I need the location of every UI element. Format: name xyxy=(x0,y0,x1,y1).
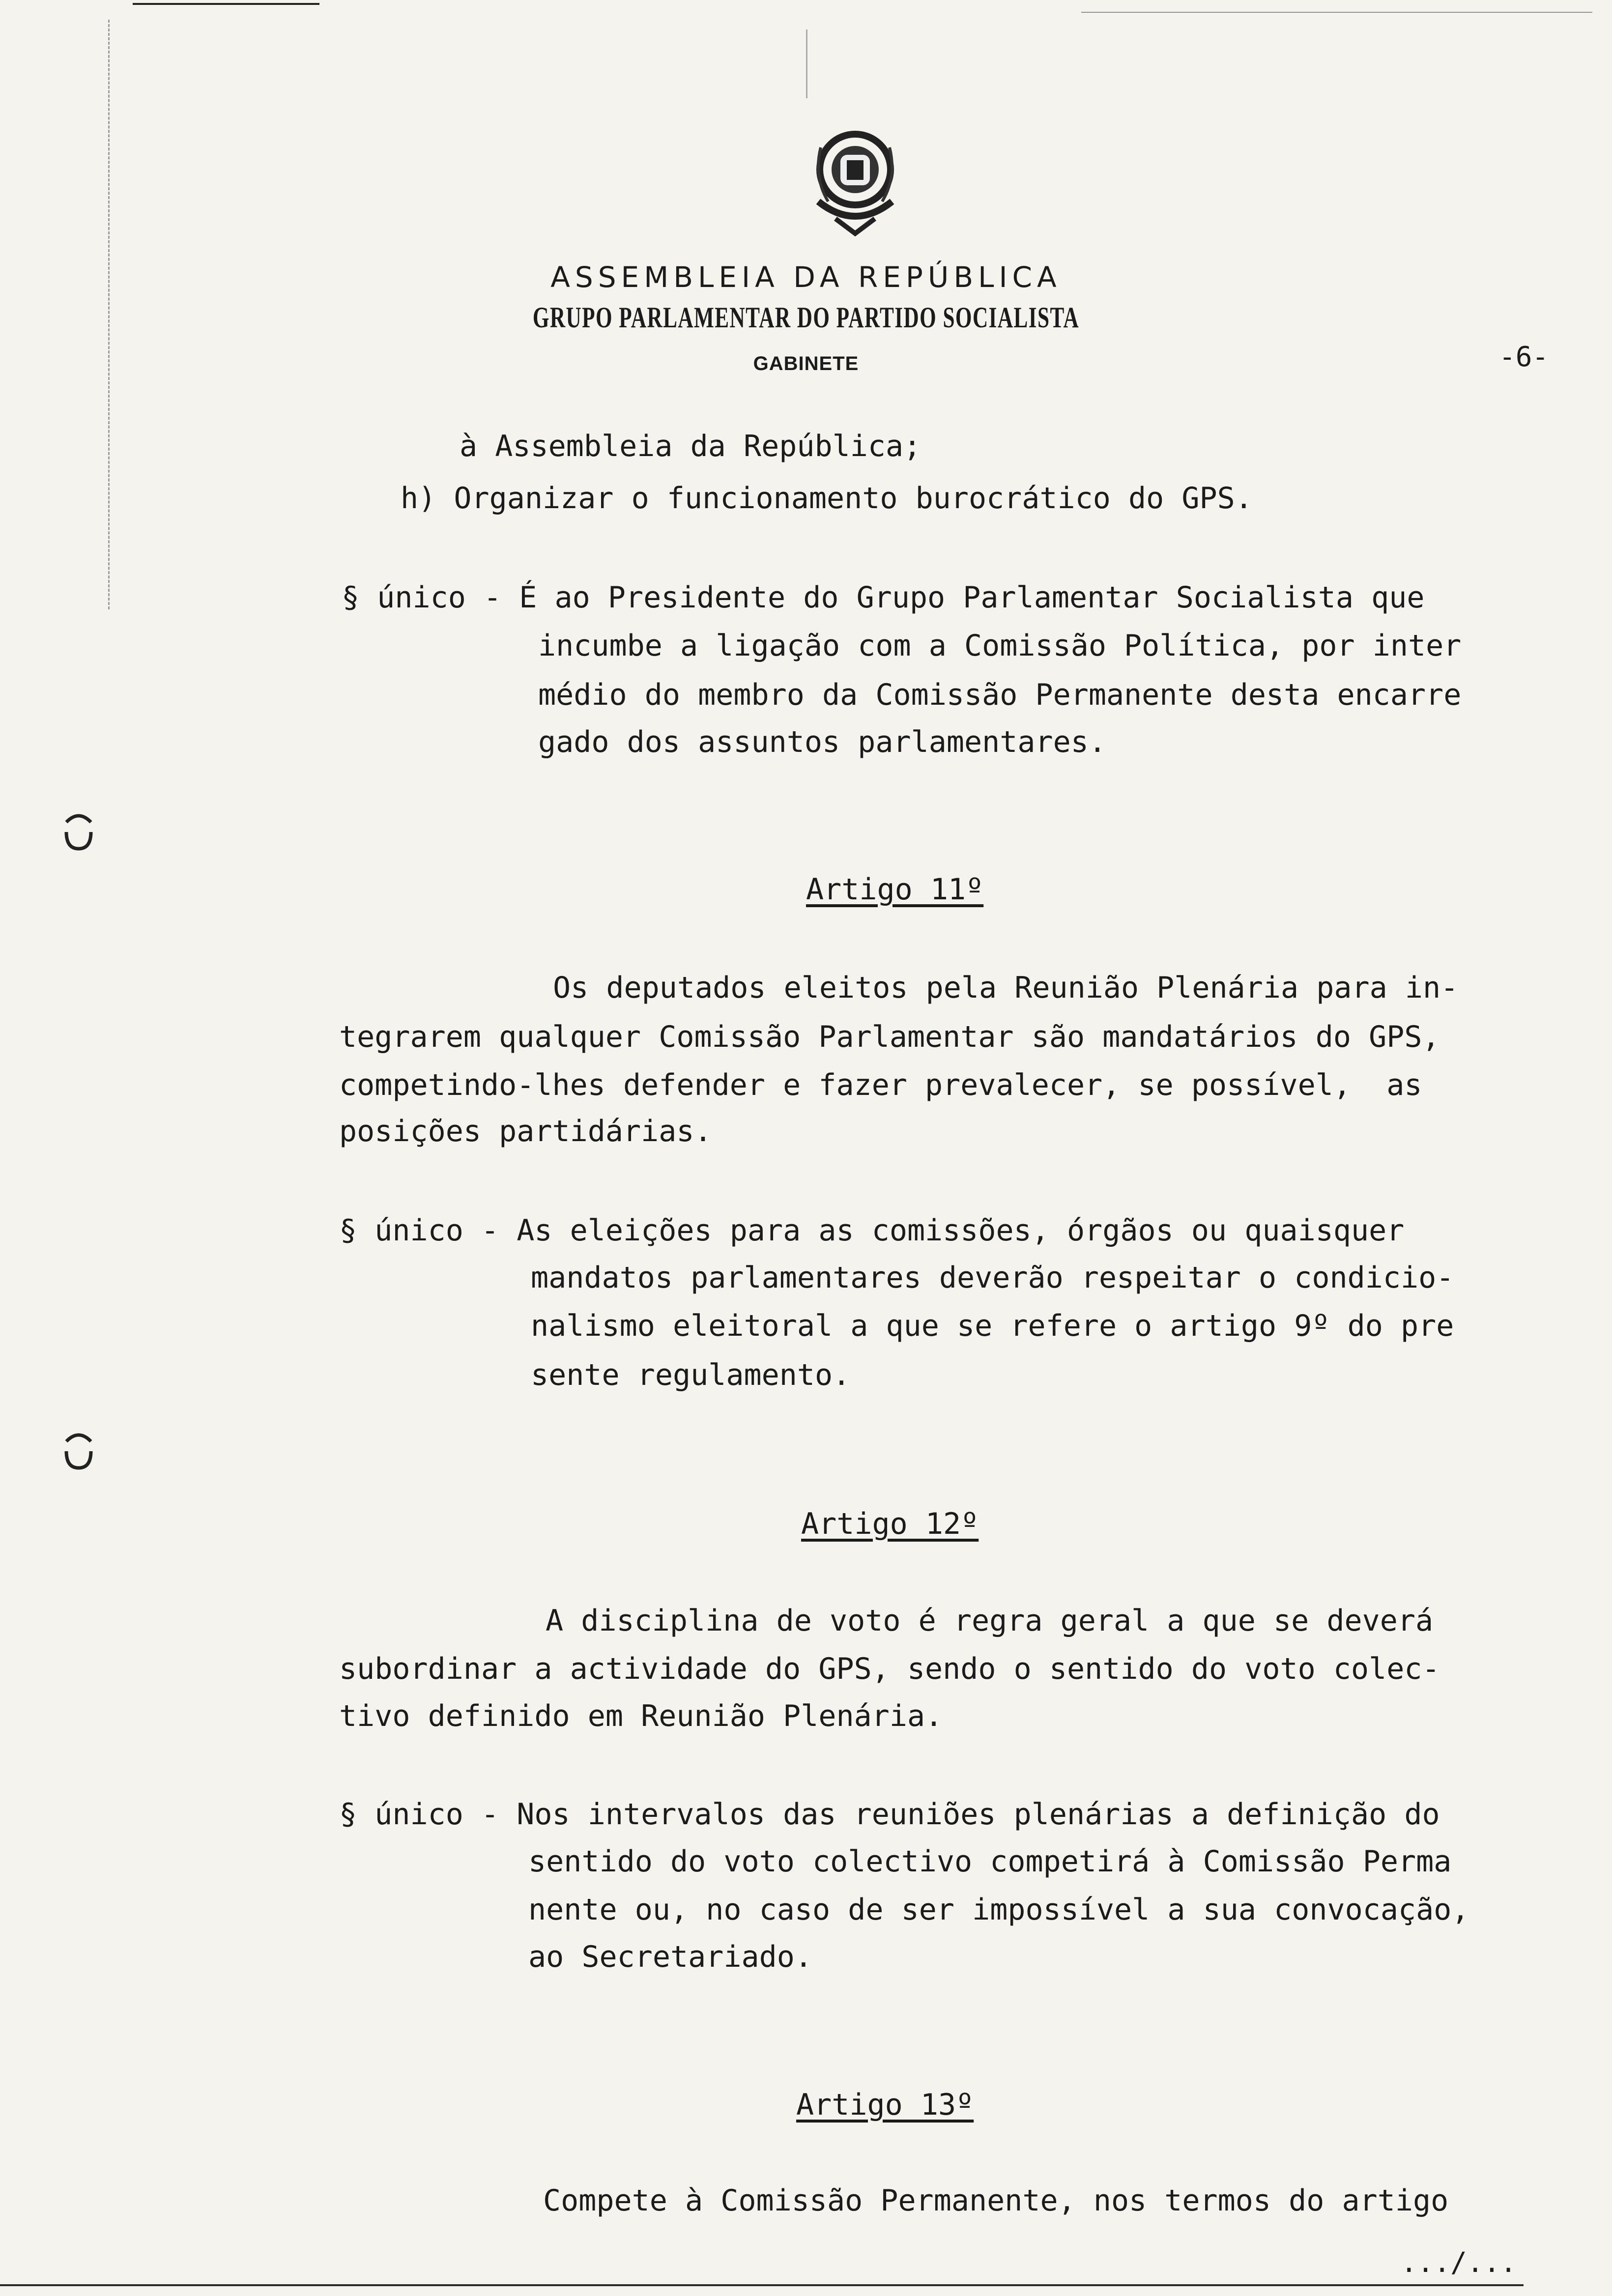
assembly-title: ASSEMBLEIA DA REPÚBLICA xyxy=(550,260,1062,294)
article-heading: Artigo 11º xyxy=(806,872,984,907)
scan-edge-mark xyxy=(0,2284,1524,2286)
office-title: GABINETE xyxy=(753,353,859,374)
scan-margin-marks xyxy=(108,20,124,609)
continues-marker: .../... xyxy=(1401,2247,1517,2279)
article-heading: Artigo 12º xyxy=(801,1507,979,1541)
text-line: h) Organizar o funcionamento burocrático do GPS. xyxy=(401,481,1253,516)
text-line: § único - Nos intervalos das reuniões plenárias a definição do xyxy=(339,1797,1440,1832)
scan-edge-mark xyxy=(133,3,319,5)
text-line: nente ou, no caso de ser impossível a sua convocação, xyxy=(528,1893,1469,1927)
article-heading: Artigo 13º xyxy=(796,2088,974,2122)
text-line: sentido do voto colectivo competirá à Comissão Perma xyxy=(528,1844,1452,1879)
text-line: § único - É ao Presidente do Grupo Parlamentar Socialista que xyxy=(342,580,1425,615)
scan-edge-mark xyxy=(1081,12,1592,13)
text-line: nalismo eleitoral a que se refere o artigo 9º do pre xyxy=(531,1309,1454,1343)
text-line: incumbe a ligação com a Comissão Política, por inter xyxy=(538,629,1462,663)
coat-of-arms-icon xyxy=(808,128,902,238)
text-line: ao Secretariado. xyxy=(528,1940,812,1974)
text-line: à Assembleia da República; xyxy=(460,429,921,463)
text-line: tegrarem qualquer Comissão Parlamentar são mandatários do GPS, xyxy=(339,1020,1440,1054)
text-line: posições partidárias. xyxy=(339,1114,712,1148)
text-line: tivo definido em Reunião Plenária. xyxy=(339,1699,943,1733)
scan-mark xyxy=(806,29,807,98)
page-number: -6- xyxy=(1499,341,1549,373)
text-line: Compete à Comissão Permanente, nos termos do artigo xyxy=(543,2183,1449,2218)
text-line: A disciplina de voto é regra geral a que se deverá xyxy=(546,1604,1434,1638)
punch-hole-icon xyxy=(61,808,96,853)
text-line: médio do membro da Comissão Permanente desta encarre xyxy=(538,678,1462,712)
text-line: competindo-lhes defender e fazer prevalecer, se possível, as xyxy=(339,1068,1422,1102)
text-line: subordinar a actividade do GPS, sendo o sentido do voto colec- xyxy=(339,1652,1440,1686)
text-line: § único - As eleições para as comissões, órgãos ou quaisquer xyxy=(339,1213,1405,1248)
text-line: mandatos parlamentares deverão respeitar o condicio- xyxy=(531,1261,1454,1295)
punch-hole-icon xyxy=(61,1428,96,1472)
text-line: gado dos assuntos parlamentares. xyxy=(538,725,1106,759)
text-line: sente regulamento. xyxy=(531,1358,851,1392)
text-line: Os deputados eleitos pela Reunião Plenária para in- xyxy=(553,971,1459,1005)
parliamentary-group-title: GRUPO PARLAMENTAR DO PARTIDO SOCIALISTA xyxy=(532,301,1080,334)
